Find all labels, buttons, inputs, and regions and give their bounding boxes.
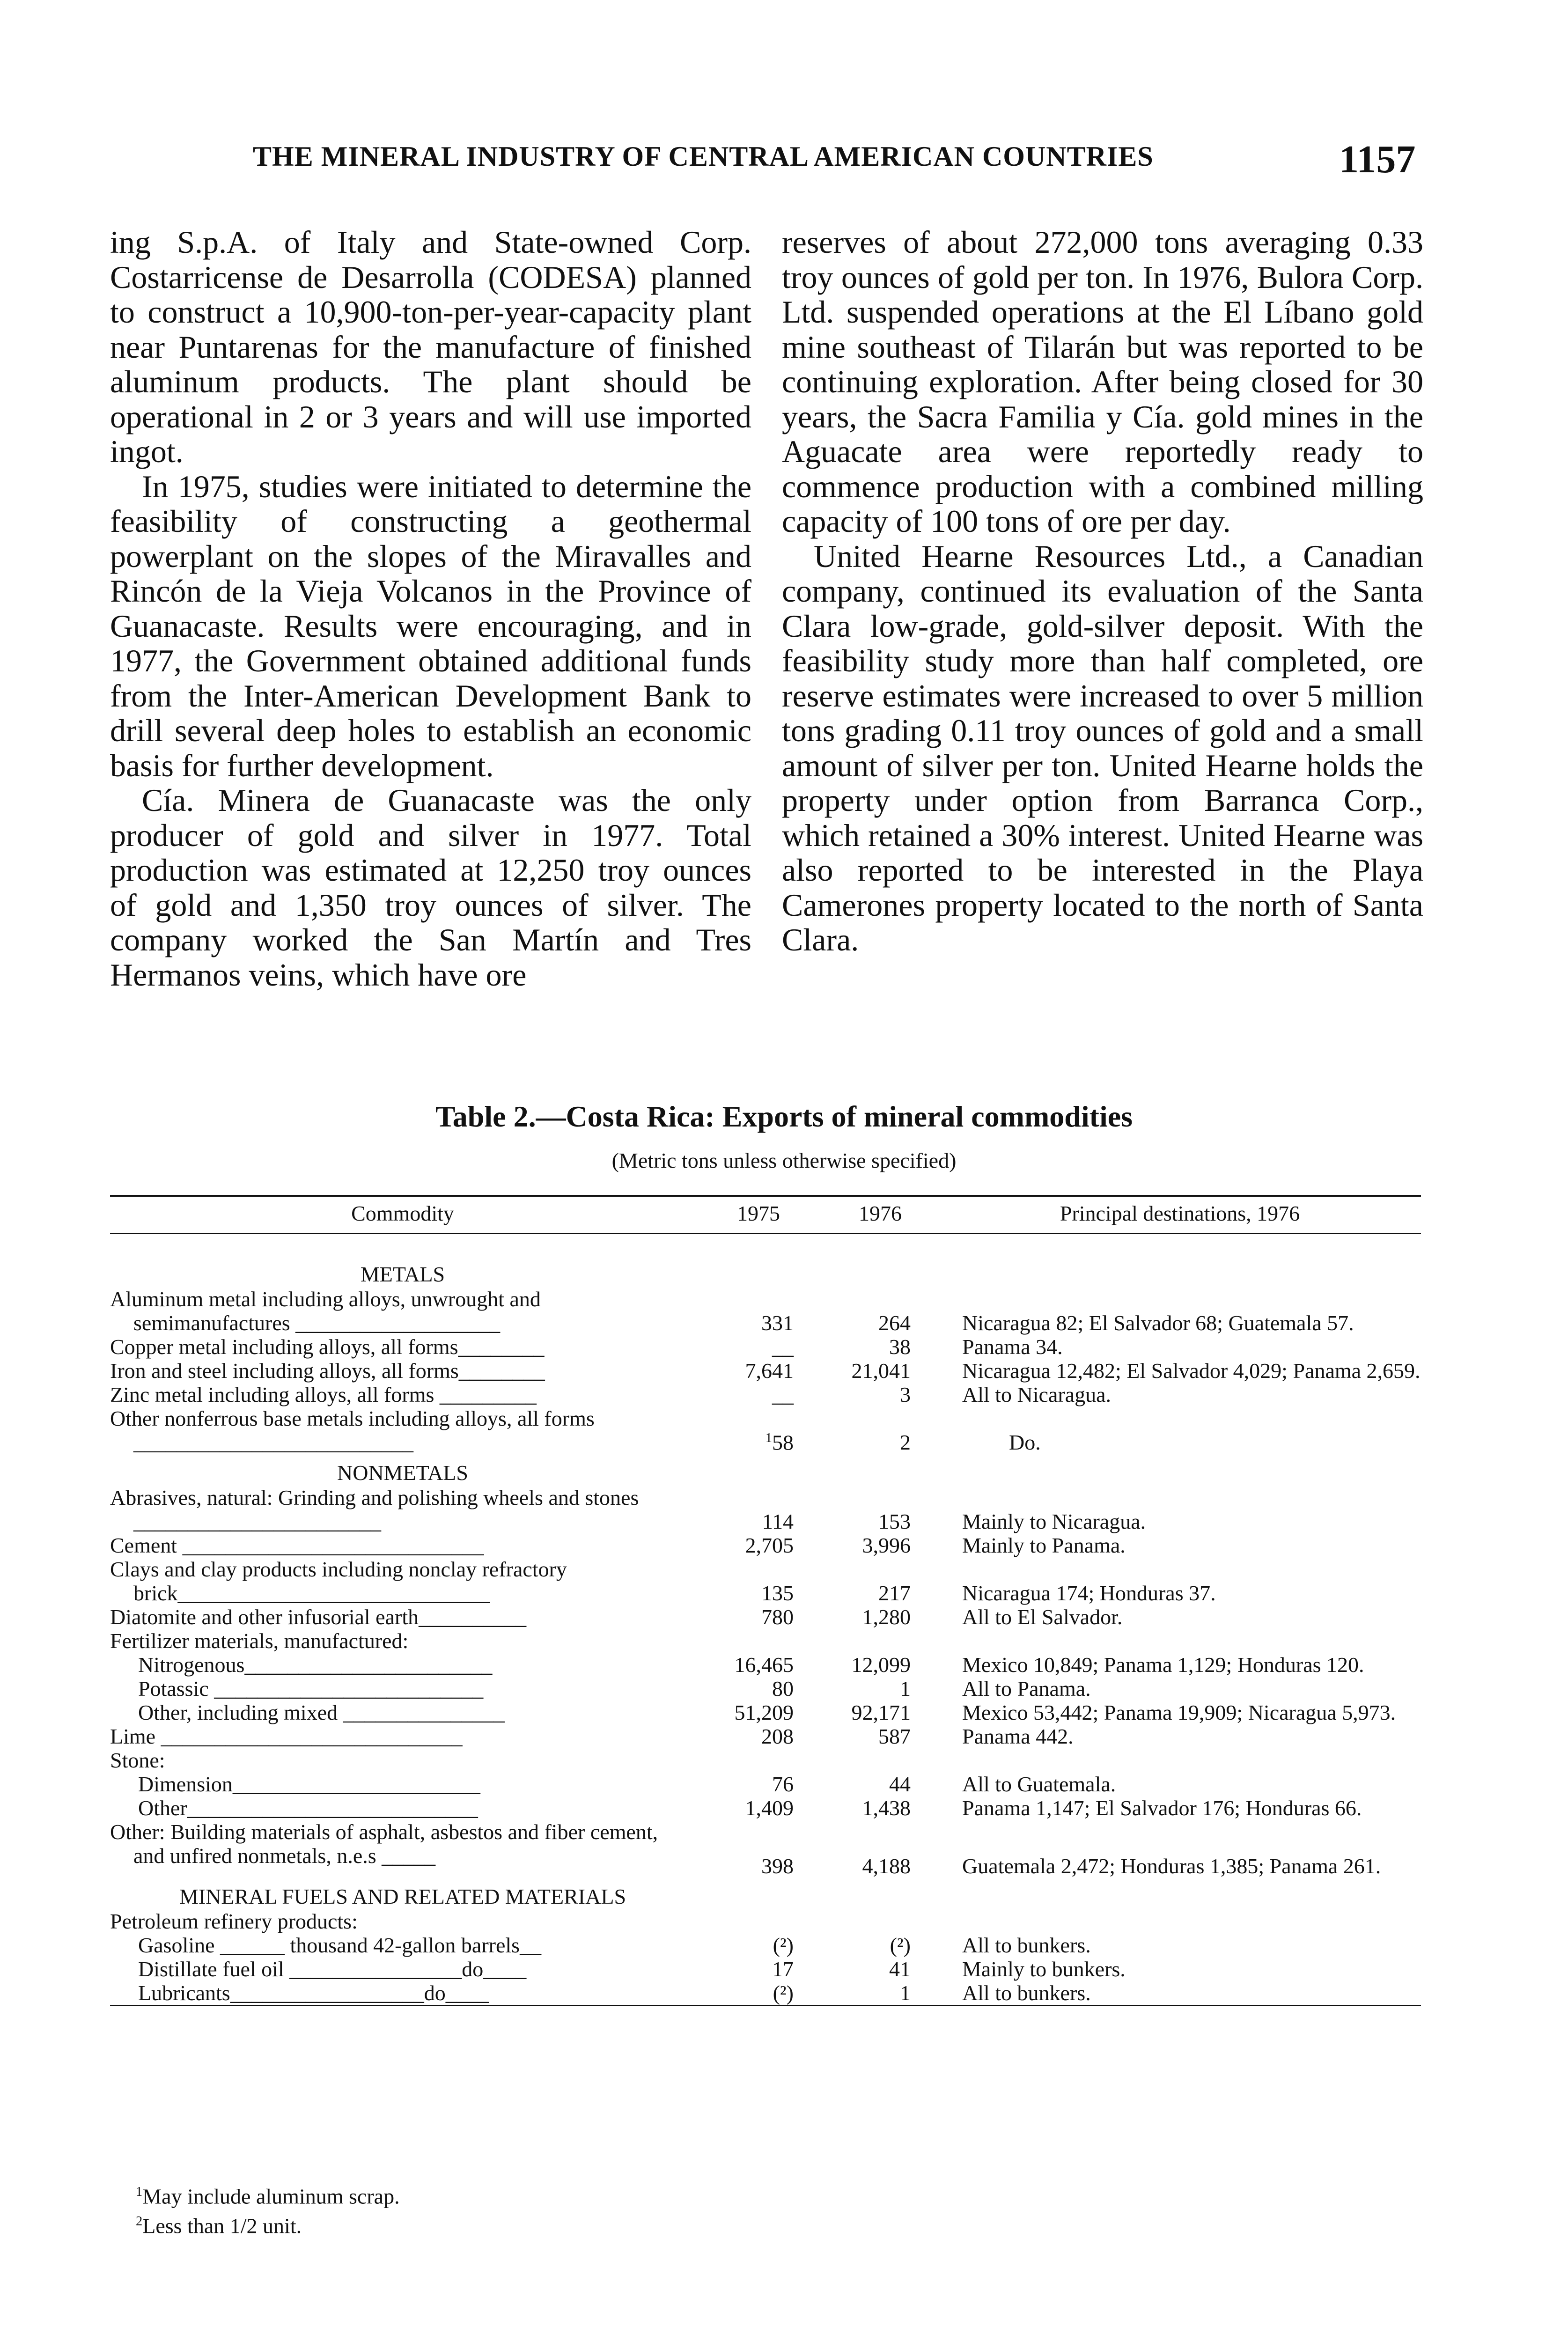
value-1975: 780: [761, 1605, 794, 1629]
value-1976: 92,171: [851, 1701, 911, 1724]
column-header-1975: 1975: [695, 1196, 822, 1234]
section-label: NONMETALS: [337, 1461, 468, 1485]
value-1975: (²): [695, 1981, 822, 2006]
destination: Guatemala 2,472; Honduras 1,385; Panama 261.: [962, 1854, 1381, 1878]
commodity-name: Other___________________________: [138, 1796, 478, 1820]
commodity-name: Abrasives, natural: Grinding and polishing wheels and stones _______________________: [110, 1486, 639, 1533]
value-1975: 80: [772, 1677, 794, 1701]
value-1976: 3: [900, 1383, 911, 1406]
commodity-name: Distillate fuel oil ________________do____: [138, 1957, 527, 1981]
value-1976: 3,996: [862, 1533, 911, 1557]
paragraph: In 1975, studies were initiated to determine the feasibility of constructing a geothermal powerplant on the slopes of the Miravalles and Rincón de la Vieja Volcanos in the Province of Guanacaste. Results were encouraging, and in 1977, the Government obtained additional funds from the Inter-American Development Bank to drill several deep holes to establish an economic basis for further development.: [110, 468, 751, 783]
value-1975: 135: [761, 1581, 794, 1605]
destination: Mainly to Panama.: [962, 1533, 1126, 1557]
commodity-name: Diatomite and other infusorial earth__________: [110, 1605, 527, 1629]
group-label: Fertilizer materials, manufactured:: [110, 1629, 409, 1653]
commodity-name: Lubricants__________________do____: [110, 1981, 695, 2006]
table-row: [110, 1677, 1421, 1701]
group-row: [110, 1909, 1421, 1933]
footnote: [136, 2209, 400, 2238]
left-column: [110, 225, 751, 992]
group-label: Stone:: [110, 1748, 165, 1772]
table-row: [110, 1359, 1421, 1383]
value-text: 58: [772, 1430, 794, 1454]
value-1976: 4,188: [862, 1854, 911, 1878]
right-column: [782, 225, 1423, 957]
table-row: [110, 1772, 1421, 1796]
value-1975: __: [772, 1383, 794, 1406]
footnote-text: May include aluminum scrap.: [142, 2184, 400, 2208]
value-1975: 76: [772, 1772, 794, 1796]
table-row: [110, 1796, 1421, 1820]
table-row: [110, 1957, 1421, 1981]
group-row: [110, 1748, 1421, 1772]
commodity-name: Zinc metal including alloys, all forms _________: [110, 1383, 537, 1406]
value-1975: 51,209: [734, 1701, 794, 1724]
destination: Do.: [1009, 1430, 1041, 1454]
value-1976: 44: [889, 1772, 911, 1796]
column-header-destinations: Principal destinations, 1976: [939, 1196, 1421, 1234]
commodity-name: Dimension_______________________: [138, 1772, 480, 1796]
destination: Mainly to bunkers.: [962, 1957, 1126, 1981]
table-subtitle: (Metric tons unless otherwise specified): [611, 1148, 957, 1172]
running-title: THE MINERAL INDUSTRY OF CENTRAL AMERICAN COUNTRIES: [253, 141, 1154, 172]
table-row: [110, 1933, 1421, 1957]
value-1976: 1,280: [862, 1605, 911, 1629]
destination: All to Panama.: [962, 1677, 1091, 1701]
value-1976: 153: [878, 1509, 911, 1533]
section-row: [110, 1878, 1421, 1909]
commodity-name: Lime ____________________________: [110, 1724, 463, 1748]
table-row: [110, 1605, 1421, 1629]
section-label: METALS: [360, 1262, 445, 1286]
footnote-ref: 1: [765, 1430, 772, 1445]
value-1975: 1,409: [745, 1796, 794, 1820]
table-row: [110, 1557, 1421, 1605]
value-1975: 17: [772, 1957, 794, 1981]
destination: Nicaragua 12,482; El Salvador 4,029; Panama 2,659.: [962, 1359, 1421, 1383]
column-header-commodity: Commodity: [110, 1196, 695, 1234]
destination: Panama 34.: [962, 1335, 1063, 1359]
destination: Mexico 10,849; Panama 1,129; Honduras 120.: [962, 1653, 1364, 1677]
value-1975: [695, 1406, 822, 1454]
value-1976: 41: [889, 1957, 911, 1981]
value-1976: 2: [900, 1430, 911, 1454]
section-row: [110, 1234, 1421, 1288]
value-1975: 114: [762, 1509, 794, 1533]
value-1976: 217: [878, 1581, 911, 1605]
table-row: [110, 1287, 1421, 1335]
commodity-name: Iron and steel including alloys, all forms________: [110, 1359, 545, 1383]
section-row: [110, 1454, 1421, 1486]
value-1975: 208: [761, 1724, 794, 1748]
table-footnotes: [136, 2179, 400, 2239]
page-number: 1157: [1339, 138, 1416, 181]
value-1975: 398: [761, 1854, 794, 1878]
destination: Mainly to Nicaragua.: [962, 1509, 1146, 1533]
commodity-name: Other, including mixed _______________: [138, 1701, 505, 1724]
commodity-name: Clays and clay products including nonclay refractory brick_____________________________: [110, 1557, 567, 1605]
table-row: [110, 1486, 1421, 1533]
destination: All to El Salvador.: [962, 1605, 1123, 1629]
destination: Mexico 53,442; Panama 19,909; Nicaragua 5,973.: [962, 1701, 1396, 1724]
value-1975: (²): [773, 1933, 794, 1957]
commodity-name: Copper metal including alloys, all forms________: [110, 1335, 545, 1359]
table-row: [110, 1335, 1421, 1359]
footnote-mark: 1: [136, 2185, 143, 2199]
commodity-name: Nitrogenous_______________________: [138, 1653, 493, 1677]
table-row: [110, 1406, 1421, 1454]
destination: All to bunkers.: [962, 1981, 1091, 2005]
value-1976: (²): [890, 1933, 911, 1957]
paragraph: United Hearne Resources Ltd., a Canadian company, continued its evaluation of the Santa Clara low-grade, gold-silver deposit. With the feasibility study more than half completed, ore reserve estimates were increased to over 5 million tons grading 0.11 troy ounces of gold and a small amount of silver per ton. United Hearne holds the property under option from Barranca Corp., which retained a 30% interest. United Hearne was also reported to be interested in the Playa Camerones property located to the north of Santa Clara.: [782, 538, 1423, 957]
value-1976: 21,041: [851, 1359, 911, 1383]
exports-table: [110, 1195, 1421, 2006]
destination: Panama 442.: [962, 1724, 1074, 1748]
commodity-name: Potassic _________________________: [138, 1677, 484, 1701]
table-row: [110, 1701, 1421, 1724]
table-row: [110, 1653, 1421, 1677]
column-header-1976: 1976: [822, 1196, 939, 1234]
footnote-text: Less than 1/2 unit.: [142, 2214, 302, 2238]
group-row: [110, 1629, 1421, 1653]
paragraph: Cía. Minera de Guanacaste was the only producer of gold and silver in 1977. Total production was estimated at 12,250 troy ounces of gold and 1,350 troy ounces of silver. The company worked the San Martín and Tres Hermanos veins, which have ore: [110, 782, 751, 993]
destination: Nicaragua 174; Honduras 37.: [962, 1581, 1216, 1605]
destination: Panama 1,147; El Salvador 176; Honduras 66.: [962, 1796, 1362, 1820]
commodity-name: Aluminum metal including alloys, unwrought and semimanufactures ___________________: [110, 1287, 541, 1335]
table-row: [110, 1820, 1421, 1878]
value-1975: 16,465: [734, 1653, 794, 1677]
paragraph: reserves of about 272,000 tons averaging 0.33 troy ounces of gold per ton. In 1976, Bulora Corp. Ltd. suspended operations at the El Líbano gold mine southeast of Tilarán but was reported to be continuing exploration. After being closed for 30 years, the Sacra Familia y Cía. gold mines in the Aguacate area were reportedly ready to commence production with a combined milling capacity of 100 tons of ore per day.: [782, 224, 1423, 539]
commodity-name: Gasoline ______ thousand 42-gallon barrels__: [138, 1933, 542, 1957]
value-1976: 38: [889, 1335, 911, 1359]
value-1976: 1,438: [862, 1796, 911, 1820]
value-1975: 7,641: [745, 1359, 794, 1383]
table-header-row: [110, 1196, 1421, 1234]
commodity-name: Cement ____________________________: [110, 1533, 484, 1557]
value-1975: 2,705: [745, 1533, 794, 1557]
destination: All to Guatemala.: [962, 1772, 1116, 1796]
value-1976: 587: [878, 1724, 911, 1748]
commodity-name: Other: Building materials of asphalt, asbestos and fiber cement, and unfired nonmetals, n.e.s _____: [110, 1820, 658, 1868]
footnote-mark: 2: [136, 2214, 143, 2229]
table-row: [110, 1533, 1421, 1557]
table-row: [110, 1383, 1421, 1406]
section-label: MINERAL FUELS AND RELATED MATERIALS: [179, 1885, 626, 1908]
value-1976: 1: [822, 1981, 939, 2006]
value-1976: 12,099: [851, 1653, 911, 1677]
group-label: Petroleum refinery products:: [110, 1909, 358, 1933]
table-row: [110, 1724, 1421, 1748]
table-row: [110, 1981, 1421, 2006]
value-1976: 264: [878, 1311, 911, 1335]
destination: Nicaragua 82; El Salvador 68; Guatemala 57.: [962, 1311, 1354, 1335]
commodity-name: Other nonferrous base metals including alloys, all forms __________________________: [110, 1406, 595, 1454]
value-1975: __: [772, 1335, 794, 1359]
table-title: Table 2.—Costa Rica: Exports of mineral commodities: [435, 1100, 1133, 1133]
paragraph: ing S.p.A. of Italy and State-owned Corp. Costarricense de Desarrolla (CODESA) planned to construct a 10,900-ton-per-year-capacity plant near Puntarenas for the manufacture of finished aluminum products. The plant should be operational in 2 or 3 years and will use imported ingot.: [110, 224, 751, 469]
destination: All to bunkers.: [962, 1933, 1091, 1957]
destination: All to Nicaragua.: [962, 1383, 1112, 1406]
value-1976: 1: [900, 1677, 911, 1701]
value-1975: 331: [761, 1311, 794, 1335]
footnote: [136, 2179, 400, 2209]
